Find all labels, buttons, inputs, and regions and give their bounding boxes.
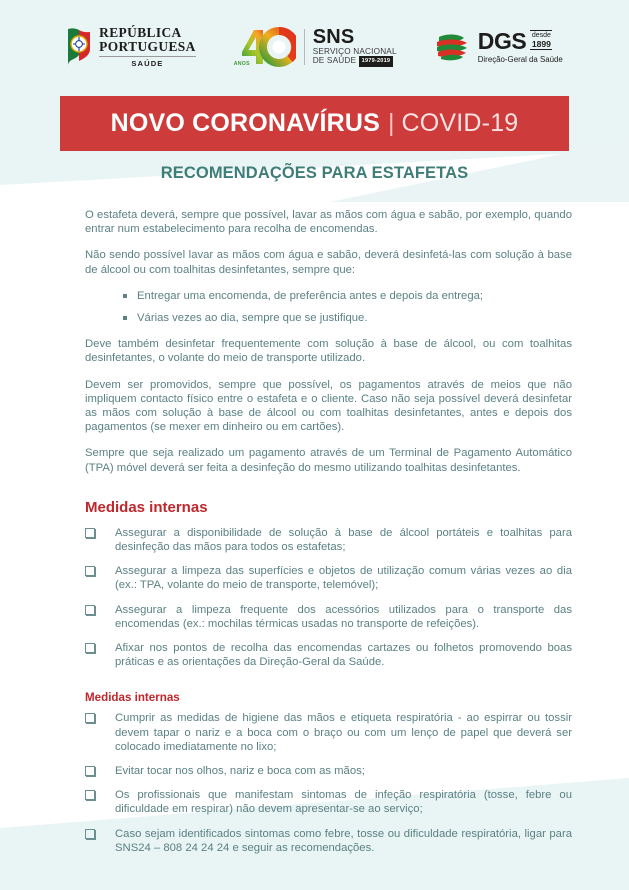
checklist-item-label: Assegurar a limpeza das superfícies e objetos de utilização comum várias vezes ao dia (ex.: TPA, volante do meio de transporte, telemóvel); [115,565,572,592]
checkbox-icon[interactable] [85,643,95,653]
checklist-item-label: Evitar tocar nos olhos, nariz e boca com as mãos; [115,765,365,778]
checklist-item-label: Afixar nos pontos de recolha das encomendas cartazes ou folhetos promovendo boas práticas e as orientações da Direção-Geral da Saúde. [115,642,572,669]
republica-portuguesa-logo [66,26,196,68]
list-item: Várias vezes ao dia, sempre que se justifique. [123,311,572,325]
paragraph-5: Sempre que seja realizado um pagamento através de um Terminal de Pagamento Automático (TPA) móvel deverá ser feita a desinfeção do mesmo utilizando toalhitas desinfetantes. [85,447,572,474]
checklist-item-label: Os profissionais que manifestam sintomas de infeção respiratória (tosse, febre ou dificuldade em respirar) não devem apresentar-se ao serviço; [115,789,572,816]
sns-line1: SERVIÇO NACIONAL [312,46,397,56]
checklist-item [85,711,572,754]
section-2-heading: Medidas internas [85,691,180,705]
sns-divider [304,29,305,65]
sns-line2-row [313,56,397,67]
list-item: Entregar uma encomenda, de preferência antes e depois da entrega; [123,289,572,303]
banner-title-light: COVID-19 [401,109,519,137]
document-body [0,208,629,855]
checklist-item [85,764,572,778]
checklist-item [85,827,572,855]
checklist-item [85,526,572,554]
dgs-since-badge [530,30,552,51]
checklist-item [85,641,572,669]
portugal-shield-icon [66,27,92,67]
paragraph-3: Deve também desinfetar frequentemente com solução à base de álcool, ou com toalhitas desinfetantes, o volante do meio de transporte utilizado. [85,338,572,365]
dgs-since-label: desde [531,31,551,39]
republica-portuguesa-text [99,26,196,68]
checkbox-icon[interactable] [85,528,95,538]
checkbox-icon[interactable] [85,713,95,723]
republica-divider [99,56,196,57]
republica-line2: PORTUGUESA [99,38,196,54]
logo-bar [0,0,629,77]
dgs-globe-icon [433,31,471,64]
republica-sublabel: SAÚDE [131,59,164,69]
checkbox-icon[interactable] [85,566,95,576]
sns-anos-label: ANOS [233,61,250,67]
page-subtitle: RECOMENDAÇÕES PARA ESTAFETAS [160,164,469,182]
paragraph-4: Devem ser promovidos, sempre que possível, os pagamentos através de meios que não impliquem contacto físico entre o estafeta e o cliente. Caso não seja possível deverá desinfetar as mãos com solução à base de álcool ou com toalhitas desinfetantes, antes e depois dos pagamentos (se mexer em dinheiro ou em cartões). [85,378,572,434]
dgs-since-year: 1899 [531,38,551,49]
checkbox-icon[interactable] [85,605,95,615]
sns-years-badge: 1979-2019 [359,56,394,67]
section-2-checklist [85,711,572,855]
paragraph-1: O estafeta deverá, sempre que possível, lavar as mãos com água e sabão, por exemplo, quando entrar num estabelecimento para recolha de encomendas. [85,209,572,236]
republica-line1: REPÚBLICA [99,24,182,40]
dgs-logo [433,27,563,65]
sns-40-anos-icon [234,26,296,68]
dgs-text-block [477,27,563,65]
intro-bullet-list [85,289,572,325]
checkbox-icon[interactable] [85,790,95,800]
checkbox-icon[interactable] [85,829,95,839]
checklist-item [85,603,572,631]
checklist-item-label: Cumprir as medidas de higiene das mãos e etiqueta respiratória - ao espirrar ou tossir devem tapar o nariz e a boca com o braço ou com um lenço de papel que deverá ser colocado imediatamente no lixo; [115,712,572,753]
sns-line2: DE SAÚDE [312,56,357,65]
checklist-item-label: Assegurar a disponibilidade de solução à base de álcool portáteis e toalhitas para desinfeção das mãos para todos os estafetas; [115,526,572,554]
section-1-checklist [85,526,572,670]
checklist-item-label: Assegurar a limpeza frequente dos acessórios utilizados para o transporte das encomendas (ex.: mochilas térmicas usadas no transporte de refeições). [115,603,572,630]
banner-separator: | [388,109,395,137]
sns-text-block [313,27,397,68]
dgs-acronym: DGS [477,27,527,54]
dgs-sublabel: Direção-Geral da Saúde [477,54,563,64]
checklist-item [85,564,572,592]
paragraph-2: Não sendo possível lavar as mãos com água e sabão, deverá desinfetá-las com solução à base de álcool ou com toalhitas desinfetantes, sempre que: [85,249,572,276]
section-1-heading: Medidas internas [85,498,208,516]
checklist-item [85,788,572,816]
covid-banner [60,96,569,151]
checkbox-icon[interactable] [85,766,95,776]
checklist-item-label: Caso sejam identificados sintomas como febre, tosse ou dificuldade respiratória, ligar para SNS24 – 808 24 24 24 e seguir as recomendações. [115,827,572,854]
sns-acronym: SNS [312,25,355,48]
sns-logo [234,26,397,68]
banner-title-bold: NOVO CORONAVÍRUS [110,109,380,137]
